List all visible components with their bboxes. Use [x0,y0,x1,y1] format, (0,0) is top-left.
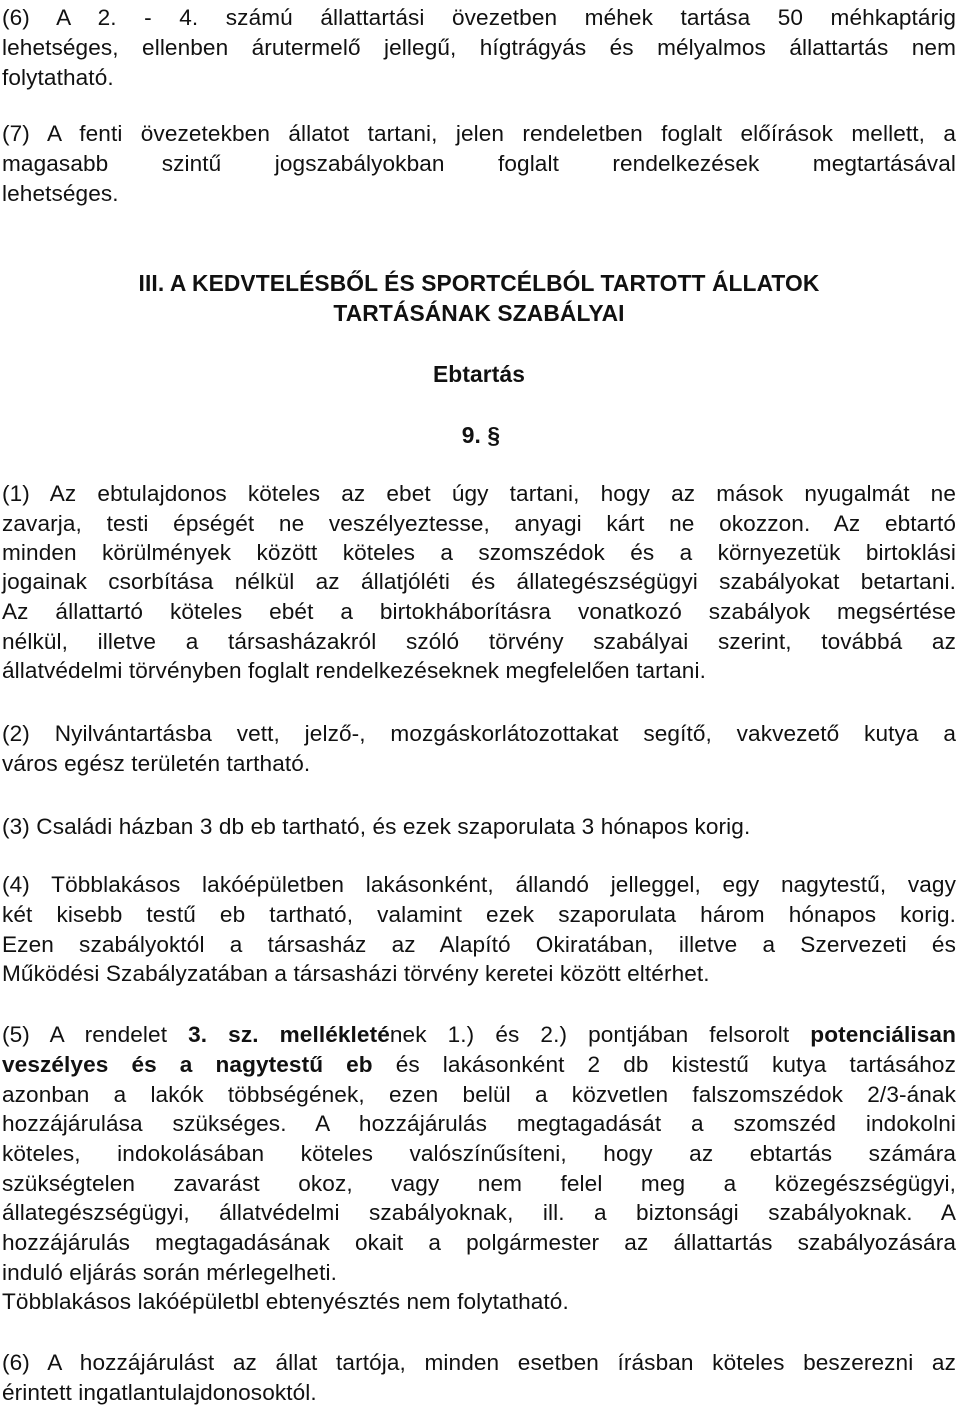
paragraph-line: két kisebb testű eb tartható, valamint ezek szaporulata három hónapos korig. [2,902,956,927]
paragraph-line: Működési Szabályzatában a társasházi törvény keretei között eltérhet. [2,961,710,986]
paragraph-line: (6) A hozzájárulást az állat tartója, minden esetben írásban köteles beszerezni az [2,1350,956,1375]
paragraph-line: (6) A 2. - 4. számú állattartási övezetben méhek tartása 50 méhkaptárig [2,5,956,30]
paragraph-line [2,1050,956,1080]
paragraph-line: állategészségügyi, állatvédelmi szabályoknak, ill. a biztonsági szabályoknak. A [2,1200,956,1225]
paragraph-line: érintett ingatlantulajdonosoktól. [2,1380,317,1405]
text-run: és lakásonként 2 db kistestű kutya tartásához [372,1052,956,1077]
paragraph-line: azonban a lakók többségének, ezen belül a közvetlen falszomszédok 2/3-ának [2,1082,956,1107]
paragraph-line: jogainak csorbítása nélkül az állatjóléti és állategészségügyi szabályokat betartani. [2,569,956,594]
paragraph-line: folytatható. [2,65,114,90]
text-run: (5) A rendelet [2,1022,189,1047]
paragraph-line: minden körülmények között köteles a szomszédok és a környezetük birtoklási [2,540,956,565]
chapter-title: III. A KEDVTELÉSBŐL ÉS SPORTCÉLBÓL TARTOTT ÁLLATOK [138,270,820,296]
paragraph-line: (4) Többlakásos lakóépületben lakásonként, állandó jelleggel, egy nagytestű, vagy [2,872,956,897]
paragraph-line: (7) A fenti övezetekben állatot tartani, jelen rendeletben foglalt előírások mellett, a [2,121,956,146]
chapter-title: TARTÁSÁNAK SZABÁLYAI [333,300,625,326]
paragraph-line: Ezen szabályoktól a társasház az Alapító Okiratában, illetve a Szervezeti és [2,932,956,957]
section-number: 9. § [461,422,501,448]
text-run-bold: potenciálisan [810,1022,956,1047]
text-run-bold: veszélyes és a nagytestű eb [2,1052,373,1077]
text-run-bold: 3. sz. mellékleté [188,1022,390,1047]
paragraph-line: induló eljárás során mérlegelheti. [2,1260,337,1285]
paragraph-line: Az állattartó köteles ebét a birtokháborításra vonatkozó szabályok megsértése [2,599,956,624]
paragraph-line: nélkül, illetve a társasházakról szóló törvény szabályai szerint, továbbá az [2,629,956,654]
paragraph-line: szükségtelen zavarást okoz, vagy nem felel meg a közegészségügyi, [2,1171,956,1196]
paragraph-line: (2) Nyilvántartásba vett, jelző-, mozgáskorlátozottakat segítő, vakvezető kutya a [2,721,956,746]
paragraph-line: köteles, indokolásában köteles valószínűsíteni, hogy az ebtartás számára [2,1141,956,1166]
paragraph-line: (1) Az ebtulajdonos köteles az ebet úgy tartani, hogy az mások nyugalmát ne [2,481,956,506]
paragraph-line: hozzájárulás megtagadásának okait a polgármester az állattartás szabályozására [2,1230,956,1255]
paragraph-line: (3) Családi házban 3 db eb tartható, és ezek szaporulata 3 hónapos korig. [2,814,751,839]
paragraph-line: állatvédelmi törvényben foglalt rendelkezéseknek megfelelően tartani. [2,658,706,683]
section-title: Ebtartás [432,361,526,387]
paragraph-line: lehetséges, ellenben árutermelő jellegű, hígtrágyás és mélyalmos állattartás nem [2,35,956,60]
paragraph-line: magasabb szintű jogszabályokban foglalt rendelkezések megtartásával [2,151,956,176]
paragraph-line: hozzájárulása szükséges. A hozzájárulás megtagadását a szomszéd indokolni [2,1111,956,1136]
text-run: nek 1.) és 2.) pontjában felsorolt [389,1022,811,1047]
paragraph-line [2,1020,956,1050]
paragraph-line: lehetséges. [2,181,119,206]
paragraph-line: Többlakásos lakóépületbl ebtenyésztés nem folytatható. [2,1289,569,1314]
paragraph-line: város egész területén tartható. [2,751,311,776]
paragraph-line: zavarja, testi épségét ne veszélyeztesse, anyagi kárt ne okozzon. Az ebtartó [2,511,956,536]
